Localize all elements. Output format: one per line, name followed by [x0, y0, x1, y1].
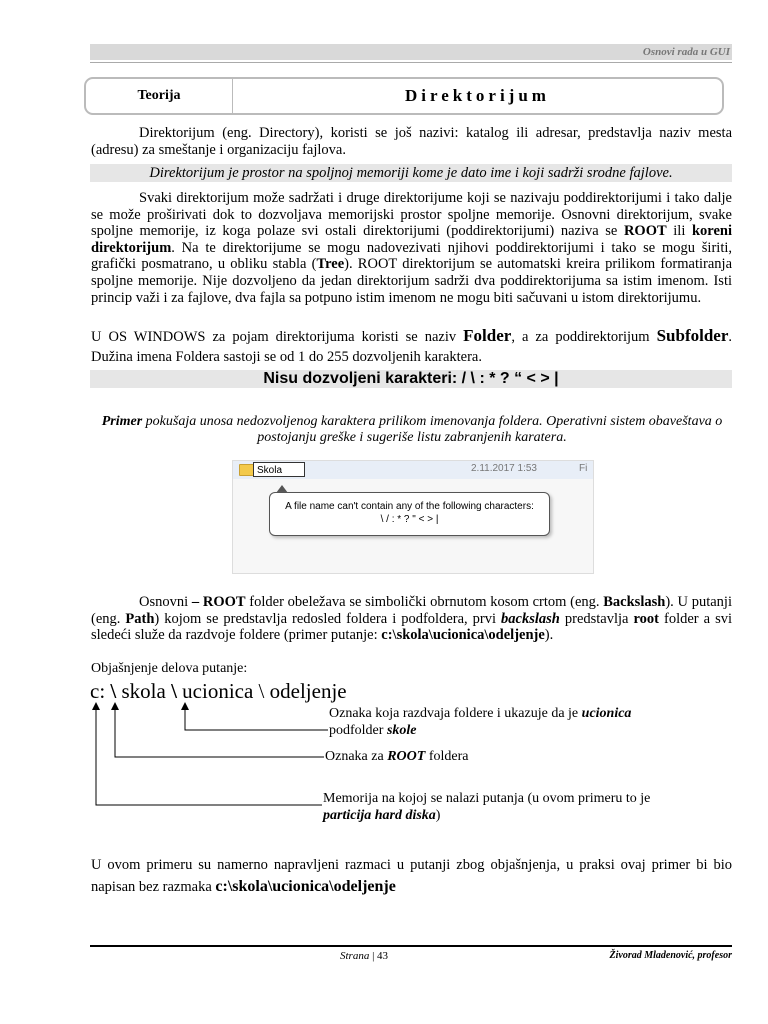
column-fragment: Fi [579, 463, 588, 474]
header-title: Osnovi rada u GUI [642, 46, 730, 58]
final-path: c:\skola\ucionica\odeljenje [215, 878, 396, 895]
rename-screenshot [232, 460, 594, 574]
tooltip-characters: \ / : * ? " < > | [380, 514, 439, 525]
page-title: Direktorijum [405, 86, 550, 105]
definition-box: Direktorijum je prostor na spoljnoj memoriji kome je dato ime i koji sadrži srodne fajlove. [90, 164, 732, 182]
header-bar [90, 44, 732, 60]
arrow-root [115, 706, 324, 757]
path-diagram: c: \ skola \ ucionica \ odeljenje [90, 679, 347, 703]
separator-backslash: \ [171, 679, 177, 703]
header-divider [90, 62, 732, 63]
folder-term: Folder [463, 326, 512, 345]
tooltip-message: A file name can't contain any of the following characters: [285, 501, 534, 512]
example-path: c:\skola\ucionica\odeljenje [381, 627, 545, 644]
arrow-drive [96, 706, 322, 805]
title-box [84, 77, 724, 115]
root-term: ROOT [623, 223, 667, 240]
closing-paragraph: U ovom primeru su namerno napravljeni razmaci u putanji zbog objašnjenja, u praksi ovaj primer bi bio napisan bez razmaka c:\skola\ucionica\odeljenje [91, 857, 732, 895]
subfolder-term: Subfolder [656, 326, 729, 345]
windows-paragraph: U OS WINDOWS za pojam direktorijuma koristi se naziv Folder, a za poddirektorijum Subfolder. Dužina imena Foldera sastoji se od 1 do 255 dozvoljenih karaktera. [91, 326, 732, 365]
root-paragraph: Osnovni – ROOT folder obeležava se simbolički obrnutom kosom crtom (eng. Backslash). U putanji (eng. Path) kojom se predstavlja redosled foldera i podfoldera, prvi backslash predstavlja root folder a svi sledeći služe da razdvoje foldere (primer putanje: c:\skola\ucionica\odeljenje). [91, 594, 732, 644]
page-number: Strana | 43 [340, 950, 389, 962]
label-root: Oznaka za ROOT foldera [325, 749, 469, 764]
footer-divider [90, 945, 732, 947]
file-row [233, 461, 593, 479]
root-backslash: \ [110, 679, 117, 703]
rename-input[interactable]: Skola [253, 462, 305, 477]
subdirectory-paragraph: Svaki direktorijum može sadržati i druge direktorijume koji se nazivaju poddirektorijumi i tako dalje se može proširivati dok to dozvoljava memorijski prostor spoljne memorije. Osnovni direktorijum, svake spoljne memorije, iz koga polaze svi ostali direktorijumi (poddirektorijumi) naziva se ROOT ili koreni direktorijum. Na te direktorijume se mogu nadovezivati njihovi poddirektorijumi i tako se mogu širiti, grafički posmatrano, u obliku stabla (Tree). ROOT direktorijum se automatski kreira prilikom formatiranja spoljne memorije. Nije dozvoljeno da jedan direktorijum sadrži dva poddirektorijuma sa istim imenom. Isti princip važi i za fajlove, dva fajla sa potpuno istim imenom ne mogu biti sačuvani u istom direktorijumu. [91, 190, 733, 306]
arrow-separator [185, 706, 328, 730]
koreni-term: koreni direktorijum [91, 223, 732, 256]
explanation-title: Objašnjenje delova putanje: [91, 661, 248, 676]
intro-paragraph: Direktorijum (eng. Directory), koristi se još nazivi: katalog ili adresar, predstavlja naziv mesta (adresu) za smeštanje i organizaciju fajlova. [91, 125, 732, 158]
section-label: Teorija [86, 79, 233, 113]
error-tooltip [269, 492, 550, 536]
example-caption: Primer pokušaja unosa nedozvoljenog karaktera prilikom imenovanja foldera. Operativni sistem obaveštava o postojanju greške i sugeriše listu zabranjenih karatera. [101, 414, 723, 445]
label-separator: Oznaka koja razdvaja foldere i ukazuje da je ucionica podfolder skole [329, 706, 632, 738]
modified-date: 2.11.2017 1:53 [471, 463, 537, 474]
folder-icon [239, 464, 254, 476]
label-drive: Memorija na kojoj se nalazi putanja (u ovom primeru to je particija hard diska) [323, 791, 651, 823]
tree-term: Tree [316, 256, 345, 273]
footer-author: Živorad Mladenović, profesor [609, 950, 732, 961]
forbidden-characters: Nisu dozvoljeni karakteri: / \ : * ? “ < > | [90, 370, 732, 388]
